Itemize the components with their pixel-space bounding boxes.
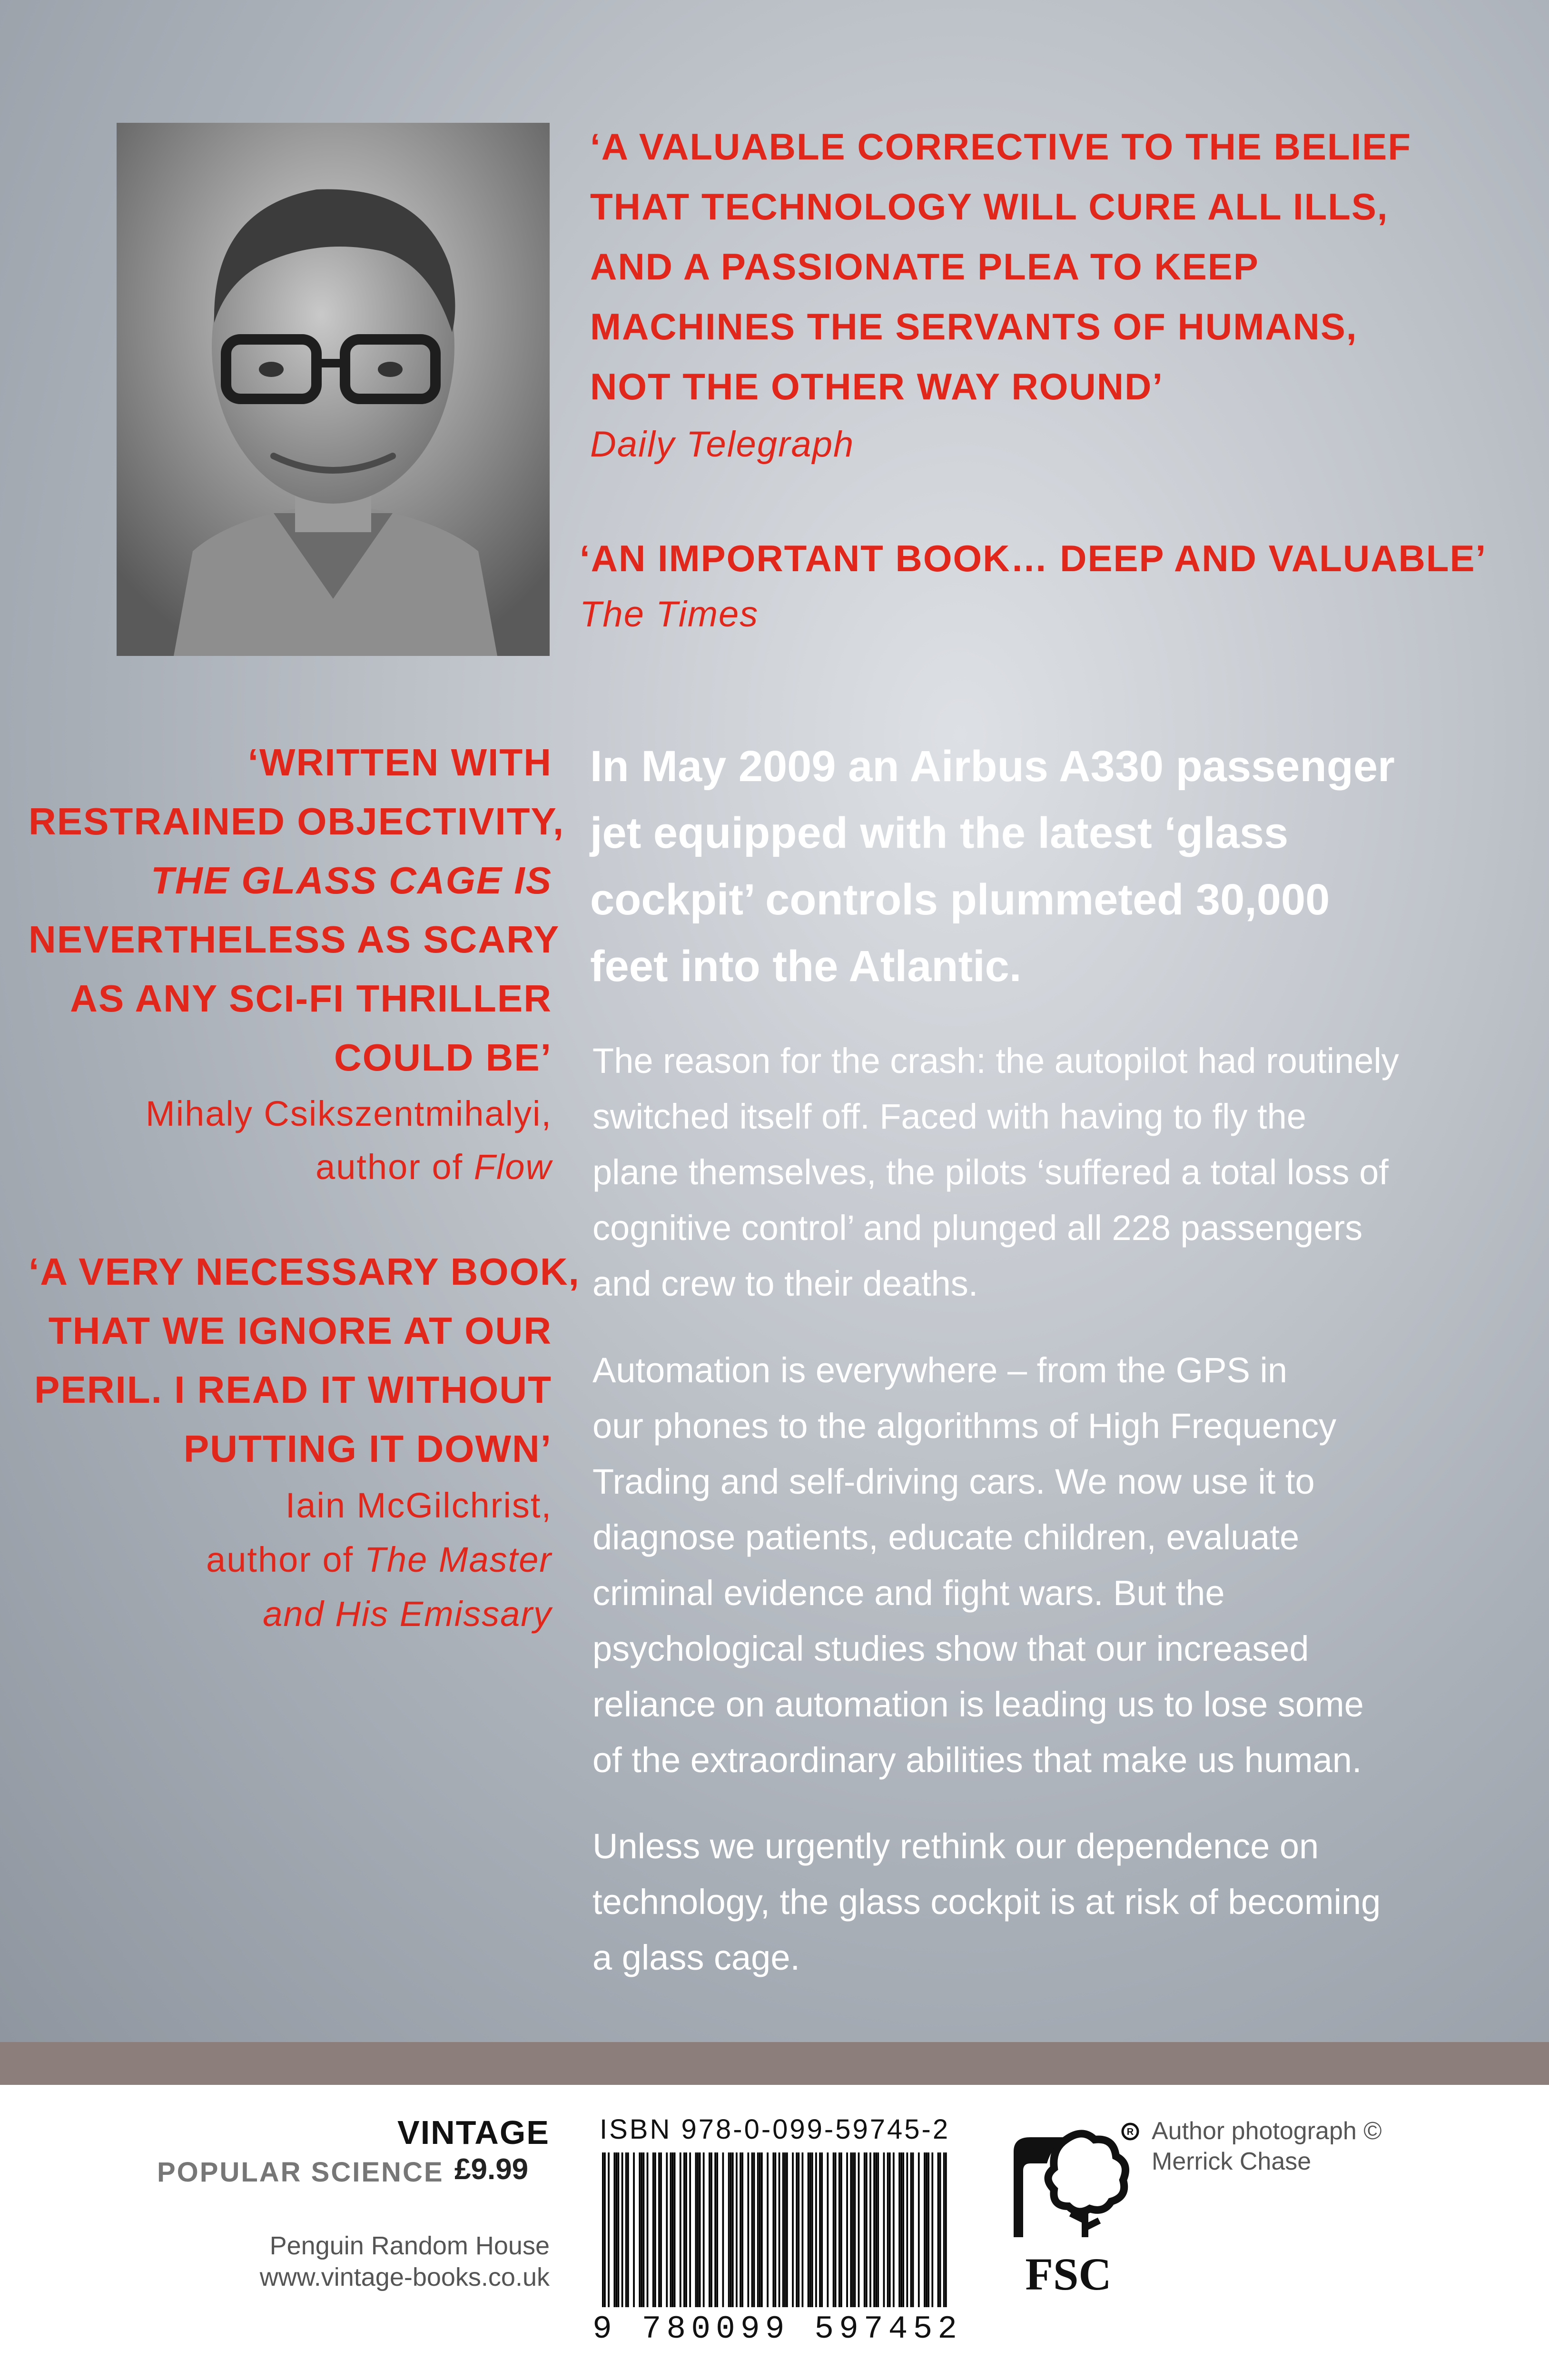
quote-line: THAT TECHNOLOGY WILL CURE ALL ILLS, xyxy=(590,186,1389,228)
blurb-paragraph-1 xyxy=(592,1033,1399,1311)
barcode-bar xyxy=(689,2152,691,2307)
body-line: The reason for the crash: the autopilot had routinely xyxy=(592,1041,1399,1081)
barcode-bar xyxy=(604,2152,606,2307)
photo-credit xyxy=(1152,2116,1382,2177)
barcode-bar xyxy=(741,2152,743,2307)
body-line: a glass cage. xyxy=(592,1938,800,1977)
quote-source-credit xyxy=(29,1140,552,1194)
barcode-bar xyxy=(674,2152,676,2307)
author-portrait-illustration xyxy=(117,123,550,656)
barcode-bar xyxy=(883,2152,885,2307)
barcode-bar xyxy=(873,2152,875,2307)
source-title-continued: and His Emissary xyxy=(263,1594,552,1634)
quote-line: THE GLASS CAGE IS xyxy=(151,859,552,902)
publisher-website[interactable]: www.vintage-books.co.uk xyxy=(259,2263,550,2291)
barcode-bar xyxy=(647,2152,649,2307)
book-price: £9.99 xyxy=(454,2153,529,2186)
source-title: The Master xyxy=(364,1540,552,1579)
fsc-tree-icon xyxy=(995,2118,1142,2309)
barcode-bar xyxy=(753,2152,755,2307)
quote-line: PERIL. I READ IT WITHOUT xyxy=(34,1368,552,1411)
barcode-bar xyxy=(625,2152,627,2307)
barcode-bar xyxy=(660,2152,662,2307)
quote-source-credit xyxy=(29,1533,552,1587)
quote-line: AND A PASSIONATE PLEA TO KEEP xyxy=(590,246,1259,288)
barcode-bar xyxy=(912,2152,914,2307)
barcode-bar xyxy=(680,2152,681,2307)
review-quote-csikszentmihalyi xyxy=(29,733,565,1194)
barcode-bar xyxy=(854,2152,856,2307)
body-line: Trading and self-driving cars. We now use it to xyxy=(592,1462,1315,1501)
barcode-bar xyxy=(716,2152,718,2307)
barcode-bar xyxy=(939,2152,941,2307)
review-quote-mcgilchrist xyxy=(29,1242,580,1641)
barcode-bar xyxy=(937,2152,939,2307)
barcode-bar xyxy=(608,2152,610,2307)
barcode-bar xyxy=(902,2152,904,2307)
credit-line: Author photograph © xyxy=(1152,2117,1382,2145)
quote-line: NEVERTHELESS AS SCARY xyxy=(29,918,560,961)
quote-source: The Times xyxy=(580,594,759,635)
barcode-bar xyxy=(616,2152,618,2307)
barcode-bar xyxy=(652,2152,654,2307)
barcode-bar xyxy=(627,2152,629,2307)
barcode-bar xyxy=(714,2152,716,2307)
source-prefix: author of xyxy=(316,1147,464,1187)
barcode-bar xyxy=(683,2152,685,2307)
barcode-bar xyxy=(695,2152,697,2307)
barcode-bar xyxy=(740,2152,741,2307)
barcode-bar xyxy=(931,2152,933,2307)
barcode-digits: 9 780099 597452 xyxy=(592,2311,963,2348)
blurb-paragraph-3 xyxy=(592,1818,1381,1985)
barcode-bar xyxy=(927,2152,929,2307)
divider-band xyxy=(0,2042,1549,2085)
quote-line: ‘AN IMPORTANT BOOK… DEEP AND VALUABLE’ xyxy=(580,537,1487,579)
barcode-bar xyxy=(643,2152,645,2307)
body-line: psychological studies show that our increased xyxy=(592,1629,1309,1668)
body-line: of the extraordinary abilities that make us human. xyxy=(592,1740,1362,1780)
body-line: reliance on automation is leading us to lose some xyxy=(592,1685,1364,1724)
barcode-bar xyxy=(654,2152,656,2307)
barcode-bar xyxy=(875,2152,877,2307)
quote-line: ‘A VERY NECESSARY BOOK, xyxy=(29,1250,580,1293)
barcode-bar xyxy=(819,2152,821,2307)
barcode-bar xyxy=(728,2152,730,2307)
quote-line: PUTTING IT DOWN’ xyxy=(183,1428,552,1470)
barcode-bar xyxy=(840,2152,842,2307)
barcode-bar xyxy=(685,2152,687,2307)
author-photo xyxy=(117,123,550,656)
barcode-bar xyxy=(833,2152,835,2307)
barcode-bar xyxy=(751,2152,753,2307)
barcode-bar xyxy=(772,2152,774,2307)
fsc-label: FSC xyxy=(1025,2249,1112,2300)
lead-line: cockpit’ controls plummeted 30,000 xyxy=(590,875,1330,924)
barcode-bar xyxy=(722,2152,724,2307)
barcode-bar xyxy=(613,2152,615,2307)
barcode-bar xyxy=(811,2152,813,2307)
review-quote-times xyxy=(580,528,1487,641)
barcode-bar xyxy=(877,2152,879,2307)
book-category: POPULAR SCIENCE xyxy=(157,2157,444,2188)
barcode-bar xyxy=(767,2152,769,2307)
barcode-bar xyxy=(889,2152,891,2307)
barcode-bar xyxy=(796,2152,798,2307)
barcode-bar xyxy=(802,2152,804,2307)
barcode-bar xyxy=(761,2152,763,2307)
quote-line: ‘A VALUABLE CORRECTIVE TO THE BELIEF xyxy=(590,126,1411,168)
barcode-bar xyxy=(736,2152,738,2307)
barcode-bar xyxy=(827,2152,829,2307)
lead-line: feet into the Atlantic. xyxy=(590,942,1022,991)
barcode-bar xyxy=(839,2152,840,2307)
blurb-paragraph-2 xyxy=(592,1342,1364,1788)
barcode-bar xyxy=(784,2152,786,2307)
barcode-bar xyxy=(798,2152,799,2307)
barcode-bar xyxy=(672,2152,674,2307)
barcode-bar xyxy=(759,2152,761,2307)
barcode-bar xyxy=(779,2152,780,2307)
imprint-logo: VINTAGE xyxy=(397,2114,550,2151)
barcode-bar xyxy=(732,2152,734,2307)
barcode-bar xyxy=(864,2152,866,2307)
body-line: technology, the glass cockpit is at risk of becoming xyxy=(592,1882,1381,1922)
barcode-bar xyxy=(910,2152,912,2307)
barcode-bar xyxy=(846,2152,848,2307)
blurb-lead xyxy=(590,733,1395,1000)
barcode-bar xyxy=(815,2152,817,2307)
publisher-name: Penguin Random House xyxy=(269,2231,550,2260)
barcode-bar xyxy=(866,2152,868,2307)
body-line: criminal evidence and fight wars. But the xyxy=(592,1573,1225,1613)
barcode-bar xyxy=(602,2152,604,2307)
barcode-bar xyxy=(618,2152,620,2307)
credit-line: Merrick Chase xyxy=(1152,2148,1312,2175)
quote-source-name: Mihaly Csikszentmihalyi, xyxy=(146,1094,552,1133)
body-line: Automation is everywhere – from the GPS in xyxy=(592,1350,1288,1390)
barcode-bar xyxy=(835,2152,837,2307)
barcode-bar xyxy=(918,2152,920,2307)
lead-line: In May 2009 an Airbus A330 passenger xyxy=(590,742,1395,791)
quote-source: Daily Telegraph xyxy=(590,424,855,465)
barcode-bar xyxy=(809,2152,811,2307)
barcode-bar xyxy=(666,2152,668,2307)
body-line: Unless we urgently rethink our dependence on xyxy=(592,1826,1319,1866)
quote-line: RESTRAINED OBJECTIVITY, xyxy=(29,800,565,843)
barcode-bar xyxy=(898,2152,900,2307)
barcode-bar xyxy=(924,2152,926,2307)
publisher-info xyxy=(260,2230,550,2293)
body-line: our phones to the algorithms of High Frequency xyxy=(592,1406,1337,1446)
barcode-bar xyxy=(709,2152,710,2307)
barcode-bar xyxy=(900,2152,902,2307)
barcode-bar xyxy=(943,2152,945,2307)
quote-line: THAT WE IGNORE AT OUR xyxy=(48,1309,552,1352)
barcode-bar xyxy=(747,2152,749,2307)
lead-line: jet equipped with the latest ‘glass xyxy=(590,809,1289,857)
body-line: plane themselves, the pilots ‘suffered a total loss of xyxy=(592,1152,1389,1192)
quote-line: AS ANY SCI-FI THRILLER xyxy=(70,977,552,1020)
barcode-bar xyxy=(730,2152,732,2307)
barcode-bar xyxy=(710,2152,712,2307)
quote-line: MACHINES THE SERVANTS OF HUMANS, xyxy=(590,306,1358,347)
quote-line: NOT THE OTHER WAY ROUND’ xyxy=(590,366,1164,407)
quote-source-name: Iain McGilchrist, xyxy=(285,1486,552,1525)
source-prefix: author of xyxy=(206,1540,354,1579)
barcode-bar xyxy=(697,2152,699,2307)
barcode-bar xyxy=(703,2152,705,2307)
barcode-bar xyxy=(792,2152,794,2307)
quote-line: COULD BE’ xyxy=(334,1036,552,1079)
barcode-bar xyxy=(622,2152,623,2307)
barcode-bar xyxy=(869,2152,871,2307)
barcode-bar xyxy=(893,2152,895,2307)
barcode-bar xyxy=(945,2152,947,2307)
barcode-bar xyxy=(887,2152,889,2307)
barcode-icon xyxy=(602,2152,947,2307)
isbn-label: ISBN 978-0-099-59745-2 xyxy=(600,2114,950,2145)
barcode-bar xyxy=(757,2152,759,2307)
barcode-bar xyxy=(782,2152,784,2307)
barcode-bar xyxy=(775,2152,777,2307)
barcode-bar xyxy=(850,2152,852,2307)
barcode-bar xyxy=(906,2152,908,2307)
body-line: diagnose patients, educate children, evaluate xyxy=(592,1517,1300,1557)
barcode-bar xyxy=(633,2152,635,2307)
fsc-logo xyxy=(995,2118,1142,2309)
barcode-bar xyxy=(808,2152,809,2307)
body-line: and crew to their deaths. xyxy=(592,1264,978,1303)
barcode-bar xyxy=(821,2152,823,2307)
barcode-bar xyxy=(670,2152,672,2307)
barcode-bar xyxy=(699,2152,701,2307)
barcode-bar xyxy=(639,2152,641,2307)
body-line: switched itself off. Faced with having to fly the xyxy=(592,1097,1306,1136)
body-line: cognitive control’ and plunged all 228 passengers xyxy=(592,1208,1363,1248)
svg-text:R: R xyxy=(1126,2127,1134,2137)
barcode-bar xyxy=(641,2152,642,2307)
review-quote-telegraph xyxy=(590,117,1411,473)
barcode-bar xyxy=(852,2152,854,2307)
barcode-bar xyxy=(658,2152,660,2307)
source-title: Flow xyxy=(474,1147,552,1187)
barcode-bar xyxy=(926,2152,927,2307)
quote-line: ‘WRITTEN WITH xyxy=(247,741,552,783)
barcode-bar xyxy=(786,2152,788,2307)
barcode-bar xyxy=(858,2152,860,2307)
